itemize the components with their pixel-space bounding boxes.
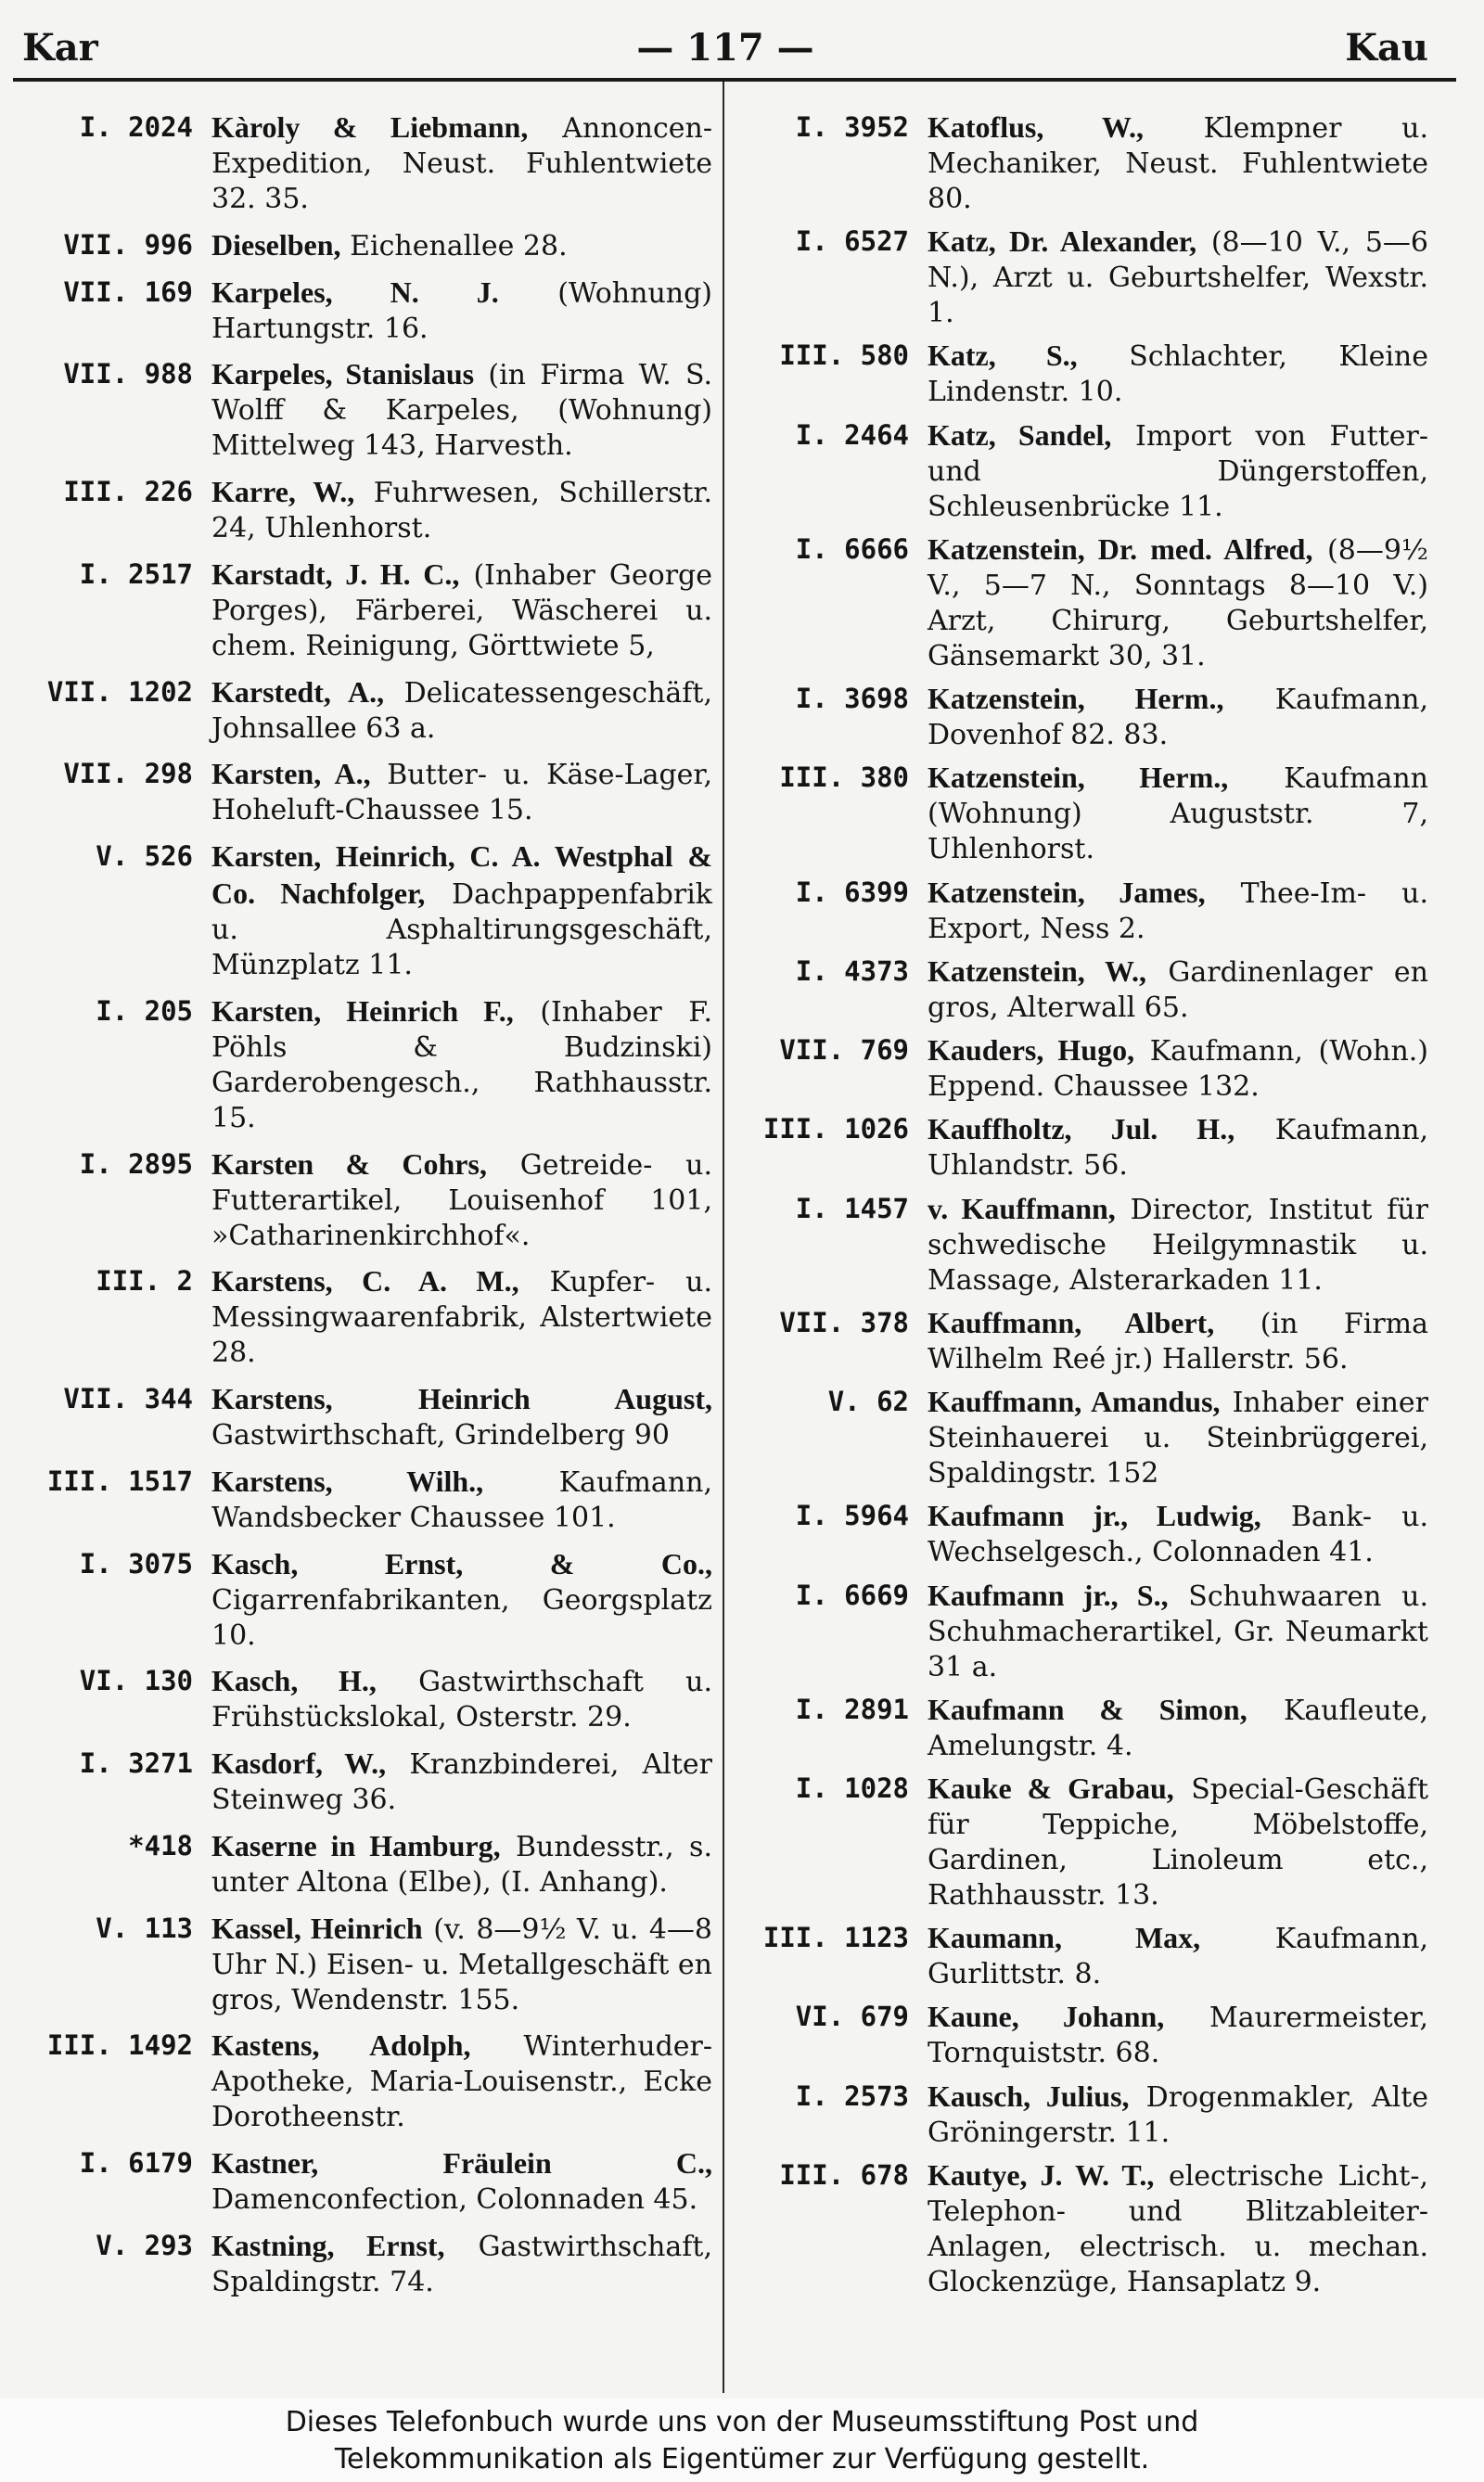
entry-text	[928, 1920, 1428, 1992]
directory-entry	[733, 1771, 1430, 1913]
directory-entry	[733, 109, 1430, 217]
entry-number: I. 6527	[795, 225, 909, 258]
entry-text	[211, 557, 712, 664]
entry-name: Kaserne in Hamburg,	[211, 1828, 501, 1862]
entry-details: Kaufleute, Amelungstr. 4.	[928, 1694, 1428, 1762]
entry-name: Kastens, Adolph,	[211, 2028, 471, 2063]
page-number: — 117 —	[636, 26, 814, 70]
entry-details: Schuhwaaren u. Schuhmacherartikel, Gr. Neumarkt 31 a.	[928, 1580, 1428, 1683]
directory-entry	[17, 1381, 714, 1453]
entry-number: V. 526	[96, 840, 193, 872]
entry-text	[211, 109, 712, 217]
entry-details: Butter- u. Käse-Lager, Hoheluft-Chaussee 15.	[211, 759, 712, 827]
entry-text	[211, 2228, 712, 2300]
directory-entry	[17, 1911, 714, 2018]
entry-details: Winterhuder-Apotheke, Maria-Louisenstr., Ecke Dorotheenstr.	[211, 2030, 712, 2134]
entry-details: Dachpappenfabrik u. Asphaltirungsgeschäft, Münzplatz 11.	[211, 878, 712, 981]
entry-name: Kàroly & Liebmann,	[211, 110, 529, 144]
directory-entry	[733, 1999, 1430, 2071]
entry-details: Gastwirthschaft u. Frühstückslokal, Osterstr. 29.	[211, 1666, 712, 1734]
entry-details: Cigarrenfabrikanten, Georgsplatz 10.	[211, 1583, 712, 1652]
entry-number: I. 6669	[795, 1579, 909, 1611]
entry-name: Kauke & Grabau,	[928, 1771, 1174, 1805]
entry-number: I. 2573	[795, 2079, 909, 2112]
entry-text	[211, 227, 712, 264]
entry-text	[211, 1146, 712, 1254]
entry-text	[928, 1111, 1428, 1183]
entry-number: III. 1517	[46, 1465, 193, 1497]
directory-entry	[733, 681, 1430, 753]
entry-text	[211, 1828, 712, 1900]
entry-text	[928, 760, 1428, 867]
entry-number: VII. 169	[63, 275, 193, 308]
entry-details: Schlachter, Kleine Lindenstr. 10.	[928, 340, 1428, 409]
directory-entry	[733, 760, 1430, 867]
entry-name: Kaufmann jr., Ludwig,	[928, 1499, 1261, 1533]
entry-number: I. 2891	[795, 1693, 909, 1725]
entry-details: Eichenallee 28.	[350, 229, 568, 262]
entry-name: Katoflus, W.,	[928, 110, 1144, 144]
directory-entry	[17, 1746, 714, 1818]
entry-number: I. 3952	[795, 111, 909, 143]
entry-name: Kaufmann & Simon,	[928, 1692, 1247, 1726]
entry-name: Karpeles, Stanislaus	[211, 357, 475, 391]
entry-name: Kastner, Fräulein C.,	[211, 2146, 712, 2180]
directory-entry	[17, 227, 714, 264]
entry-details: Drogenmakler, Alte Gröningerstr. 11.	[928, 2080, 1429, 2149]
entry-number: I. 2517	[79, 557, 193, 590]
entry-name: Kasdorf, W.,	[211, 1746, 387, 1780]
entry-text	[928, 417, 1428, 525]
directory-entry	[733, 1305, 1430, 1377]
entry-text	[928, 1692, 1428, 1764]
entry-name: Kausch, Julius,	[928, 2079, 1130, 2113]
entry-name: Kauffmann, Albert,	[928, 1305, 1215, 1339]
entry-details: Damenconfection, Colonnaden 45.	[211, 2183, 698, 2216]
directory-entry	[17, 756, 714, 828]
entry-details: Thee-Im- u. Export, Ness 2.	[928, 876, 1428, 945]
entry-number: VII. 344	[63, 1383, 193, 1414]
entry-text	[211, 356, 712, 464]
entry-text	[928, 1999, 1428, 2071]
entry-text	[211, 838, 712, 983]
entry-number: I. 3075	[79, 1547, 193, 1580]
entry-text	[211, 275, 712, 347]
directory-entry	[17, 838, 714, 983]
column-divider	[723, 82, 724, 2393]
entry-number: I. 5964	[795, 1500, 909, 1532]
entry-number: I. 2024	[79, 111, 193, 143]
directory-entry	[17, 674, 714, 747]
directory-entry	[733, 1578, 1430, 1685]
entry-number: V. 62	[827, 1386, 909, 1418]
entry-details: Delicatessengeschäft, Johnsallee 63 a.	[211, 676, 712, 745]
directory-entry	[733, 417, 1430, 525]
entry-text	[928, 1032, 1428, 1105]
entry-details: (in Firma Wilhelm Reé jr.) Hallerstr. 56.	[928, 1307, 1428, 1375]
entry-details: Kaufmann, Uhlandstr. 56.	[928, 1114, 1428, 1183]
header-left: Kar	[22, 26, 98, 70]
entry-details: Gastwirthschaft, Grindelberg 90	[211, 1419, 670, 1452]
entry-text	[928, 531, 1428, 674]
entry-details: Gardinenlager en gros, Alterwall 65.	[928, 955, 1428, 1024]
entry-name: Kauders, Hugo,	[928, 1033, 1135, 1068]
entry-number: I. 6399	[795, 876, 909, 908]
entry-number: III. 580	[779, 339, 909, 372]
directory-entry	[733, 875, 1430, 947]
entry-text	[211, 993, 712, 1136]
entry-number: VII. 298	[63, 758, 193, 790]
entry-number: V. 113	[96, 1912, 193, 1944]
entry-text	[928, 109, 1428, 217]
entry-details: (in Firma W. S. Wolff & Karpeles, (Wohnung) Mittelweg 143, Harvesth.	[211, 359, 712, 463]
directory-entry	[733, 1920, 1430, 1992]
directory-entry	[17, 2145, 714, 2218]
entry-name: Karstens, Heinrich August,	[211, 1382, 712, 1415]
footer-line-2: Telekommunikation als Eigentümer zur Verfügung gestellt.	[334, 2443, 1150, 2476]
entry-details: Fuhrwesen, Schillerstr. 24, Uhlenhorst.	[211, 477, 712, 544]
entry-details: Getreide- u. Futterartikel, Louisenhof 101, »Catharinenkirchhof«.	[211, 1148, 713, 1252]
entry-number: III. 678	[779, 2158, 909, 2191]
entry-details: Klempner u. Mechaniker, Neust. Fuhlentwiete 80.	[928, 112, 1428, 215]
entry-details: Bank- u. Wechselgesch., Colonnaden 41.	[928, 1501, 1428, 1569]
header-rule	[13, 78, 1456, 82]
entry-text	[928, 2079, 1428, 2151]
entry-name: Kassel, Heinrich	[211, 1911, 423, 1945]
entry-name: Kaumann, Max,	[928, 1921, 1201, 1955]
entry-name: Katz, Sandel,	[928, 417, 1112, 452]
entry-number: III. 1123	[762, 1922, 909, 1954]
entry-text	[211, 1546, 712, 1654]
entry-number: VII. 1202	[46, 675, 193, 708]
entry-text	[928, 1384, 1428, 1491]
entry-text	[211, 1381, 712, 1453]
entry-details: Kranzbinderei, Alter Steinweg 36.	[211, 1748, 712, 1816]
entry-details: Kupfer- u. Messingwaarenfabrik, Alstertwiete 28.	[211, 1266, 712, 1370]
footer-line-1: Dieses Telefonbuch wurde uns von der Museumsstiftung Post und	[285, 2406, 1199, 2438]
directory-entry	[17, 2028, 714, 2135]
entry-text	[928, 681, 1428, 753]
entry-text	[928, 2157, 1428, 2300]
entry-text	[211, 1911, 712, 2018]
entry-name: Dieselben,	[211, 227, 341, 262]
directory-entry	[17, 1828, 714, 1900]
directory-entry	[733, 2079, 1430, 2151]
entry-text	[928, 953, 1428, 1026]
entry-details: Kaufmann, Wandsbecker Chaussee 101.	[211, 1465, 712, 1534]
right-column	[733, 109, 1430, 2300]
entry-number: *418	[128, 1829, 193, 1862]
entry-text	[211, 474, 712, 546]
entry-number: I. 1028	[795, 1772, 909, 1804]
directory-entry	[17, 2228, 714, 2300]
directory-entry	[17, 356, 714, 464]
entry-details: Maurermeister, Tornquiststr. 68.	[928, 2002, 1428, 2070]
entry-number: III. 226	[63, 476, 193, 507]
entry-number: I. 2895	[79, 1147, 193, 1180]
directory-entry	[17, 109, 714, 217]
directory-entry	[17, 1464, 714, 1536]
directory-entry	[17, 1263, 714, 1371]
directory-entry	[733, 338, 1430, 410]
entry-name: Karstadt, J. H. C.,	[211, 557, 460, 591]
page-header	[22, 26, 1428, 72]
entry-details: (v. 8—9½ V. u. 4—8 Uhr N.) Eisen- u. Metallgeschäft en gros, Wendenstr. 155.	[211, 1913, 712, 2016]
entry-details: (Wohnung) Hartungstr. 16.	[211, 276, 712, 345]
entry-number: III. 2	[96, 1265, 193, 1298]
directory-entry	[733, 224, 1430, 331]
entry-name: Karsten, A.,	[211, 757, 371, 791]
entry-text	[211, 1263, 712, 1371]
entry-text	[928, 1305, 1428, 1377]
entry-details: (Inhaber George Porges), Färberei, Wäscherei u. chem. Reinigung, Görttwiete 5,	[211, 558, 713, 662]
directory-entry	[17, 275, 714, 347]
entry-details: Inhaber einer Steinhauerei u. Steinbrüggerei, Spaldingstr. 152	[928, 1387, 1428, 1490]
directory-entry	[733, 2157, 1430, 2300]
entry-name: Katzenstein, W.,	[928, 953, 1147, 988]
entry-name: Kaune, Johann,	[928, 2000, 1165, 2034]
entry-name: Karre, W.,	[211, 475, 355, 508]
entry-number: I. 205	[96, 994, 193, 1027]
entry-text	[928, 1498, 1428, 1570]
entry-number: VI. 130	[79, 1665, 193, 1697]
entry-details: Bundesstr., s. unter Altona (Elbe), (I. Anhang).	[211, 1830, 712, 1899]
entry-number: I. 6179	[79, 2147, 193, 2179]
entry-number: III. 1026	[762, 1113, 909, 1145]
left-column	[17, 109, 714, 2300]
entry-number: I. 3698	[795, 683, 909, 715]
directory-entry	[733, 1498, 1430, 1570]
entry-text	[211, 1746, 712, 1818]
entry-details: Annoncen-Expedition, Neust. Fuhlentwiete 32. 35.	[211, 112, 712, 215]
entry-name: Kauffmann, Amandus,	[928, 1385, 1221, 1419]
entry-text	[928, 1191, 1428, 1299]
entry-name: Kasch, H.,	[211, 1664, 377, 1698]
entry-name: Katzenstein, Herm.,	[928, 761, 1229, 795]
directory-entry	[17, 1663, 714, 1735]
entry-number: I. 6666	[795, 532, 909, 565]
directory-entry	[733, 1111, 1430, 1183]
directory-entry	[17, 1546, 714, 1654]
entry-number: VII. 769	[779, 1034, 909, 1067]
entry-name: Karpeles, N. J.	[211, 275, 499, 309]
entry-name: Kautye, J. W. T.,	[928, 2157, 1155, 2192]
directory-entry	[733, 1032, 1430, 1105]
entry-details: Import von Futter- und Düngerstoffen, Schleusenbrücke 11.	[928, 419, 1428, 523]
entry-number: VII. 996	[63, 228, 193, 261]
entry-details: Special-Geschäft für Teppiche, Möbelstoffe, Gardinen, Linoleum etc., Rathhausstr. 13.	[928, 1772, 1428, 1912]
directory-entry	[17, 557, 714, 664]
entry-number: I. 3271	[79, 1747, 193, 1779]
directory-entry	[17, 1146, 714, 1254]
entry-number: III. 1492	[46, 2029, 193, 2062]
entry-details: Director, Institut für schwedische Heilgymnastik u. Massage, Alsterarkaden 11.	[928, 1193, 1429, 1297]
entry-number: I. 4373	[795, 954, 909, 987]
entry-number: III. 380	[779, 761, 909, 794]
entry-details: (8—10 V., 5—6 N.), Arzt u. Geburtshelfer, Wexstr. 1.	[928, 226, 1428, 330]
entry-details: (8—9½ V., 5—7 N., Sonntags 8—10 V.) Arzt, Chirurg, Geburtshelfer, Gänsemarkt 30, 31.	[928, 533, 1428, 672]
directory-entry	[733, 531, 1430, 674]
entry-text	[928, 338, 1428, 410]
entry-number: V. 293	[96, 2229, 193, 2261]
entry-text	[211, 1464, 712, 1536]
entry-number: VII. 378	[779, 1306, 909, 1338]
entry-name: Katzenstein, Dr. med. Alfred,	[928, 531, 1313, 566]
entry-number: VII. 988	[63, 358, 193, 390]
entry-name: v. Kauffmann,	[928, 1191, 1116, 1225]
directory-entry	[733, 953, 1430, 1026]
entry-name: Katz, Dr. Alexander,	[928, 224, 1197, 259]
entry-text	[211, 2028, 712, 2135]
entry-details: Kaufmann (Wohnung) Auguststr. 7, Uhlenhorst.	[928, 762, 1428, 866]
entry-name: Katzenstein, Herm.,	[928, 682, 1224, 716]
entry-details: Kaufmann, Gurlittstr. 8.	[928, 1923, 1428, 1991]
footer-notice	[0, 2399, 1484, 2482]
entry-name: Kauffholtz, Jul. H.,	[928, 1112, 1235, 1146]
entry-text	[928, 1578, 1428, 1685]
entry-details: Kaufmann, (Wohn.) Eppend. Chaussee 132.	[928, 1035, 1429, 1104]
entry-details: Kaufmann, Dovenhof 82. 83.	[928, 684, 1428, 752]
entry-text	[211, 1663, 712, 1735]
entry-text	[211, 756, 712, 828]
entry-details: (Inhaber F. Pöhls & Budzinski) Garderobengesch., Rathhausstr. 15.	[211, 995, 712, 1134]
directory-entry	[733, 1384, 1430, 1491]
entry-name: Kasch, Ernst, & Co.,	[211, 1546, 712, 1580]
entry-name: Kaufmann jr., S.,	[928, 1578, 1169, 1612]
entry-text	[928, 1771, 1428, 1913]
directory-entry	[17, 993, 714, 1136]
directory-entry	[733, 1692, 1430, 1764]
entry-details: Gastwirthschaft, Spaldingstr. 74.	[211, 2230, 712, 2298]
entry-name: Karsten, Heinrich F.,	[211, 993, 514, 1028]
header-right: Kau	[1345, 26, 1428, 70]
entry-name: Karstedt, A.,	[211, 674, 385, 709]
directory-entry	[17, 474, 714, 546]
entry-name: Karsten, Heinrich, C. A. Westphal & Co. Nachfolger,	[211, 839, 712, 910]
entry-number: VI. 679	[795, 2001, 909, 2033]
entry-name: Kastning, Ernst,	[211, 2228, 445, 2262]
entry-number: I. 2464	[795, 418, 909, 451]
entry-name: Karsten & Cohrs,	[211, 1146, 487, 1181]
entry-text	[211, 674, 712, 747]
entry-text	[928, 875, 1428, 947]
entry-name: Katz, S.,	[928, 339, 1078, 373]
entry-number: I. 1457	[795, 1192, 909, 1224]
entry-name: Karstens, C. A. M.,	[211, 1264, 519, 1299]
entry-name: Karstens, Wilh.,	[211, 1464, 484, 1498]
entry-text	[211, 2145, 712, 2218]
entry-details: electrische Licht-, Telephon- und Blitzableiter-Anlagen, electrisch. u. mechan. Glockenzüge, Hansaplatz 9.	[928, 2159, 1429, 2298]
directory-entry	[733, 1191, 1430, 1299]
entry-name: Katzenstein, James,	[928, 875, 1206, 909]
entry-text	[928, 224, 1428, 331]
